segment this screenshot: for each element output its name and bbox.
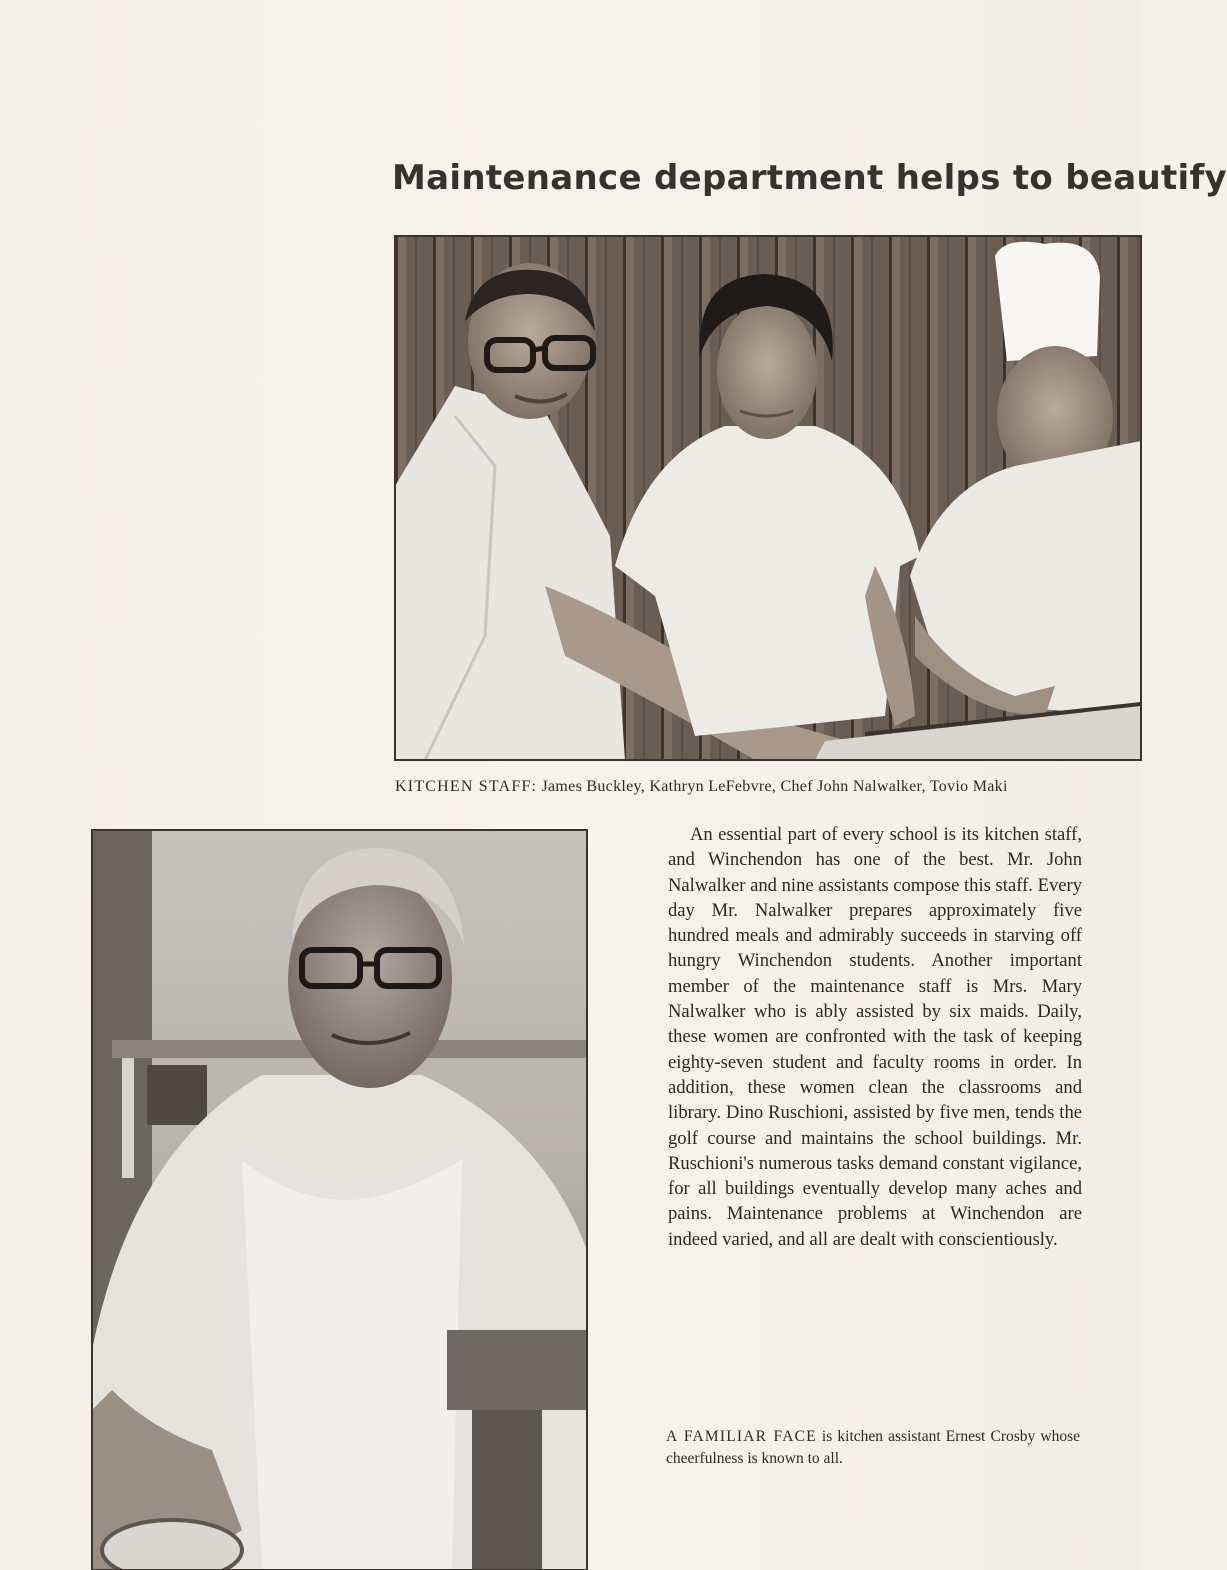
familiar-face-photo (92, 830, 587, 1570)
kitchen-staff-photo (395, 236, 1141, 760)
kitchen-caption-names: James Buckley, Kathryn LeFebvre, Chef John Nalwalker, Tovio Maki (537, 778, 1008, 795)
kitchen-staff-caption (395, 778, 1141, 796)
familiar-face-caption (666, 1426, 1080, 1470)
article-body: An essential part of every school is its kitchen staff, and Winchendon has one of the best. Mr. John Nalwalker and nine assistants compose this staff. Every day Mr. Nalwalker prepares approximately five hundred meals and admirably succeeds in starving off hungry Winchendon students. Another important member of the maintenance staff is Mrs. Mary Nalwalker who is ably assisted by six maids. Daily, these women are confronted with the task of keeping eighty-seven student and faculty rooms in order. In addition, these women clean the classrooms and library. Dino Ruschioni, assisted by five men, tends the golf course and maintains the school buildings. Mr. Ruschioni's numerous tasks demand constant vigilance, for all buildings eventually develop many aches and pains. Maintenance problems at Winchendon are indeed varied, and all are dealt with conscientiously. (668, 824, 1082, 1250)
familiar-face-caption-lead: A FAMILIAR FACE (666, 1428, 817, 1445)
kitchen-staff-photo-graphic (395, 236, 1141, 760)
kitchen-caption-lead: KITCHEN STAFF: (395, 778, 538, 795)
familiar-face-caption-text: is kitchen assistant Ernest Crosby whose cheerfulness is known to all. (666, 1428, 1080, 1467)
page-headline: Maintenance department helps to beautify (392, 158, 1227, 198)
familiar-face-photo-graphic (92, 830, 587, 1570)
